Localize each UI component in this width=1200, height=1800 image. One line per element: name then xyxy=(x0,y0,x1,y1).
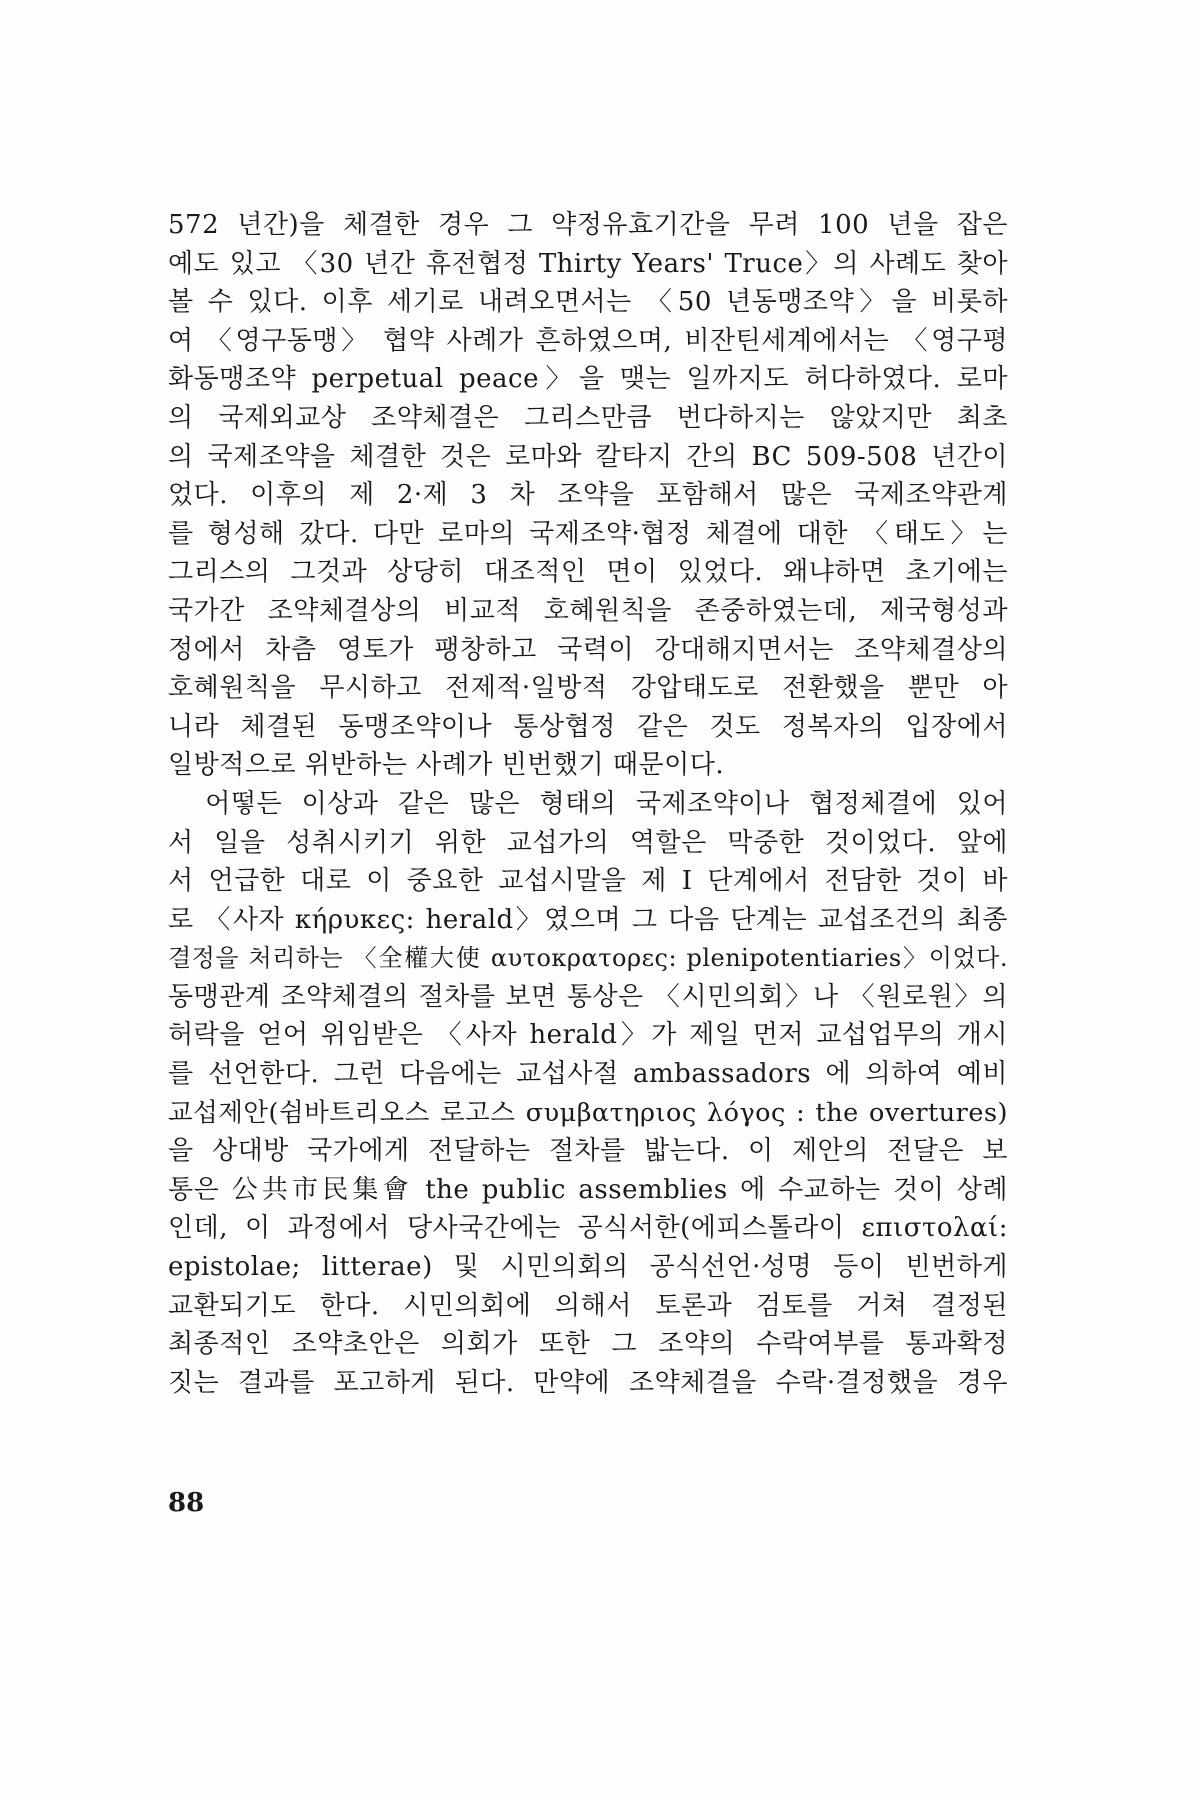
text-line: 화동맹조약 perpetual peace〉을 맺는 일까지도 허다하였다. 로마 xyxy=(168,364,1008,395)
text-line: 예도 있고 〈30 년간 휴전협정 Thirty Years' Truce〉의 사례도 찾아 xyxy=(168,248,1008,279)
text-line: 호혜원칙을 무시하고 전제적·일방적 강압태도로 전환했을 뿐만 아 xyxy=(168,673,1008,704)
body-text xyxy=(168,206,1008,1402)
text-line: 통은 公共市民集會 the public assemblies 에 수교하는 것이 상례 xyxy=(168,1174,1008,1205)
text-line: 국가간 조약체결상의 비교적 호혜원칙을 존중하였는데, 제국형성과 xyxy=(168,595,1008,626)
text-line: 동맹관계 조약체결의 절차를 보면 통상은 〈시민의회〉나 〈원로원〉의 xyxy=(168,981,1008,1012)
text-line: 니라 체결된 동맹조약이나 통상협정 같은 것도 정복자의 입장에서 xyxy=(168,711,1008,742)
text-line: 서 일을 성취시키기 위한 교섭가의 역할은 막중한 것이었다. 앞에 xyxy=(168,827,1008,858)
text-line: 정에서 차츰 영토가 팽창하고 국력이 강대해지면서는 조약체결상의 xyxy=(168,634,1008,665)
text-line: 어떻든 이상과 같은 많은 형태의 국제조약이나 협정체결에 있어 xyxy=(168,788,1008,819)
text-line: 허락을 얻어 위임받은 〈사자 herald〉가 제일 먼저 교섭업무의 개시 xyxy=(168,1020,1008,1051)
text-line: 교섭제안(쉼바트리오스 로고스 συμβατηριος λόγος : the overtures) xyxy=(168,1097,1008,1128)
text-line: 었다. 이후의 제 2·제 3 차 조약을 포함해서 많은 국제조약관계 xyxy=(168,480,1008,511)
text-line: 여 〈영구동맹〉 협약 사례가 흔하였으며, 비잔틴세계에서는 〈영구평 xyxy=(168,325,1008,356)
page-number: 88 xyxy=(168,1488,205,1518)
text-line: 결정을 처리하는 〈全權大使 αυτοκρατορες: plenipotentiaries〉이었다. xyxy=(168,944,1008,973)
text-line: 를 형성해 갔다. 다만 로마의 국제조약·협정 체결에 대한 〈태도〉는 xyxy=(168,518,1008,549)
text-line: 최종적인 조약초안은 의회가 또한 그 조약의 수락여부를 통과확정 xyxy=(168,1329,1008,1360)
text-line: 짓는 결과를 포고하게 된다. 만약에 조약체결을 수락·결정했을 경우 xyxy=(168,1367,1008,1398)
text-line: epistolae; litterae) 및 시민의회의 공식선언·성명 등이 빈번하게 xyxy=(168,1252,1008,1283)
text-line: 교환되기도 한다. 시민의회에 의해서 토론과 검토를 거쳐 결정된 xyxy=(168,1290,1008,1321)
text-line: 그리스의 그것과 상당히 대조적인 면이 있었다. 왜냐하면 초기에는 xyxy=(168,557,1008,588)
text-line: 볼 수 있다. 이후 세기로 내려오면서는 〈50 년동맹조약〉을 비롯하 xyxy=(168,287,1008,318)
text-line: 인데, 이 과정에서 당사국간에는 공식서한(에피스톨라이 επιστολαί: xyxy=(168,1213,1008,1244)
text-line: 서 언급한 대로 이 중요한 교섭시말을 제 I 단계에서 전담한 것이 바 xyxy=(168,866,1008,897)
text-line: 의 국제외교상 조약체결은 그리스만큼 번다하지는 않았지만 최초 xyxy=(168,402,1008,433)
text-line: 를 선언한다. 그런 다음에는 교섭사절 ambassadors 에 의하여 예비 xyxy=(168,1059,1008,1090)
text-line: 일방적으로 위반하는 사례가 빈번했기 때문이다. xyxy=(168,750,725,781)
text-line: 572 년간)을 체결한 경우 그 약정유효기간을 무려 100 년을 잡은 xyxy=(168,210,1008,240)
text-line: 을 상대방 국가에게 전달하는 절차를 밟는다. 이 제안의 전달은 보 xyxy=(168,1136,1008,1167)
text-line: 의 국제조약을 체결한 것은 로마와 칼타지 간의 BC 509-508 년간이 xyxy=(168,441,1008,472)
text-line: 로 〈사자 κήρυκες: herald〉였으며 그 다음 단계는 교섭조건의 최종 xyxy=(168,904,1008,935)
